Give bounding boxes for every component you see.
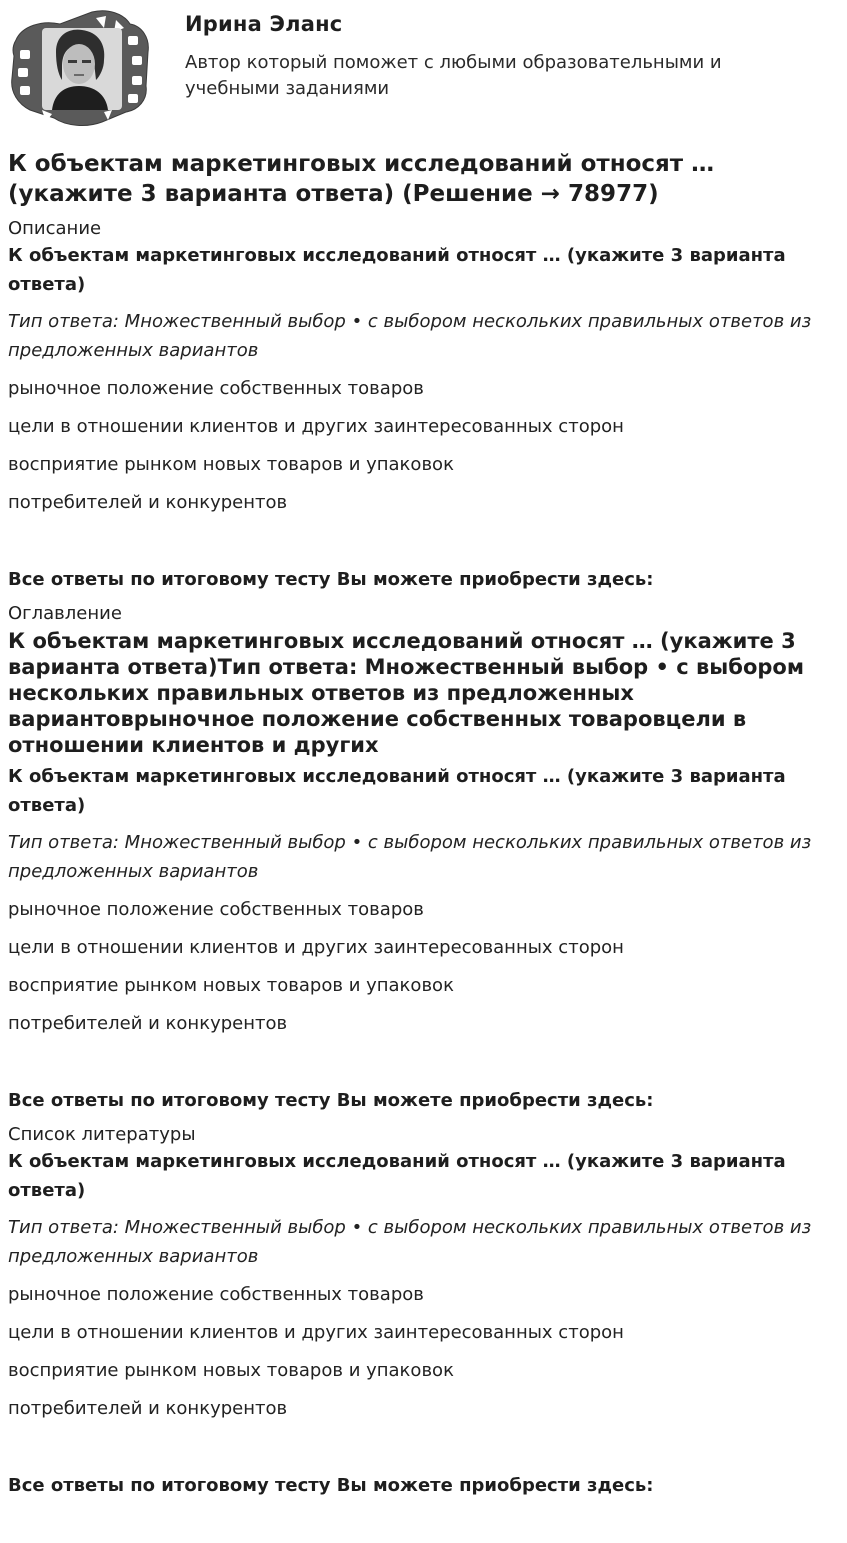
answer-option: рыночное положение собственных товаров [8, 378, 424, 399]
section-label: Оглавление [8, 603, 122, 624]
buy-answers-text: Все ответы по итоговому тесту Вы можете приобрести здесь: [8, 569, 654, 590]
author-name: Ирина Эланс [185, 12, 343, 36]
answer-option: рыночное положение собственных товаров [8, 899, 424, 920]
answer-option: потребителей и конкурентов [8, 492, 288, 513]
contents-heading: К объектам маркетинговых исследований относят … (укажите 3 варианта ответа)Тип ответа: Множественный выбор • с выбором нескольких правильных ответов из предложенных вариантоврыночное положение собственных товаровцели в отношении клиентов и других [8, 629, 805, 757]
section-description [8, 217, 840, 594]
answer-option: восприятие рынком новых товаров и упаковок [8, 454, 454, 475]
answer-type: Тип ответа: Множественный выбор • с выбором нескольких правильных ответов из предложенных вариантов [8, 832, 812, 882]
section-contents [8, 602, 840, 1115]
page [8, 0, 840, 1500]
answer-option: потребителей и конкурентов [8, 1398, 288, 1419]
page-title: К объектам маркетинговых исследований относят … (укажите 3 варианта ответа) (Решение → 78977) [8, 151, 715, 207]
author-description: Автор который поможет с любыми образовательными и учебными заданиями [185, 52, 722, 99]
answer-option: восприятие рынком новых товаров и упаковок [8, 975, 454, 996]
buy-answers-text: Все ответы по итоговому тесту Вы можете приобрести здесь: [8, 1475, 654, 1496]
buy-answers-text: Все ответы по итоговому тесту Вы можете приобрести здесь: [8, 1090, 654, 1111]
section-references [8, 1123, 840, 1500]
answer-type: Тип ответа: Множественный выбор • с выбором нескольких правильных ответов из предложенных вариантов [8, 311, 812, 361]
author-block [8, 0, 840, 132]
section-label: Описание [8, 218, 102, 239]
answer-type: Тип ответа: Множественный выбор • с выбором нескольких правильных ответов из предложенных вариантов [8, 1217, 812, 1267]
answer-option: восприятие рынком новых товаров и упаковок [8, 1360, 454, 1381]
author-avatar [8, 6, 154, 128]
answer-option: потребителей и конкурентов [8, 1013, 288, 1034]
section-label: Список литературы [8, 1124, 196, 1145]
question-text: К объектам маркетинговых исследований относят … (укажите 3 варианта ответа) [8, 766, 786, 816]
answer-option: рыночное положение собственных товаров [8, 1284, 424, 1305]
question-text: К объектам маркетинговых исследований относят … (укажите 3 варианта ответа) [8, 245, 786, 295]
question-text: К объектам маркетинговых исследований относят … (укажите 3 варианта ответа) [8, 1151, 786, 1201]
answer-option: цели в отношении клиентов и других заинтересованных сторон [8, 937, 624, 958]
answer-option: цели в отношении клиентов и других заинтересованных сторон [8, 1322, 624, 1343]
answer-option: цели в отношении клиентов и других заинтересованных сторон [8, 416, 624, 437]
